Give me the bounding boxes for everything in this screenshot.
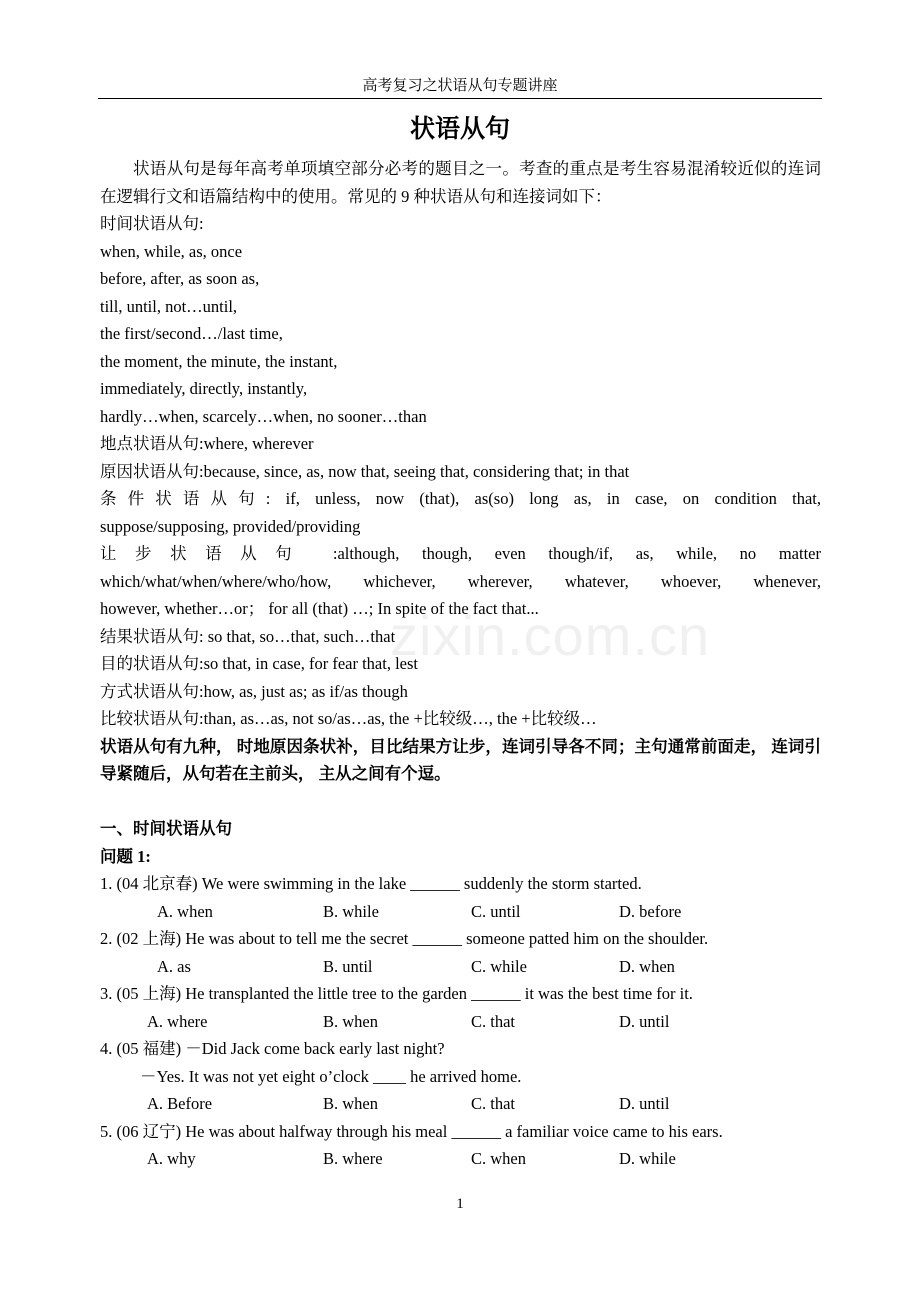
option: A. why	[147, 1149, 196, 1168]
document-body	[100, 155, 821, 1173]
page-number: 1	[456, 1196, 464, 1212]
option: B. when	[323, 1011, 378, 1031]
option: C. while	[471, 956, 527, 976]
option: A. where	[147, 1011, 208, 1031]
question-stem-continuation: －Yes. It was not yet eight o’clock ____ he arrived home.	[140, 1066, 522, 1086]
place-clause: 地点状语从句:where, wherever	[100, 434, 314, 453]
option: C. that	[471, 1011, 515, 1031]
time-line: immediately, directly, instantly,	[100, 379, 308, 398]
question-options	[100, 898, 821, 926]
condition-clause-line1: 条件状语从句: if, unless, now (that), as(so) long as, in case, on condition that,	[100, 489, 821, 508]
option: A. when	[157, 901, 213, 921]
section-heading: 一、时间状语从句	[100, 819, 232, 838]
option: D. while	[619, 1149, 676, 1168]
option: C. that	[471, 1094, 515, 1113]
concession-clause-line2: which/what/when/where/who/how, whichever, wherever, whatever, whoever, whenever,	[100, 571, 821, 591]
time-line: hardly…when, scarcely…when, no sooner…than	[100, 406, 427, 426]
question-options	[100, 1090, 821, 1118]
question-options	[100, 953, 821, 981]
time-line: when, while, as, once	[100, 241, 243, 261]
spacer	[100, 788, 821, 816]
question-stem: 2. (02 上海) He was about to tell me the secret ______ someone patted him on the shoulder.	[100, 929, 709, 948]
question-stem: 4. (05 福建) －Did Jack come back early last night?	[100, 1039, 445, 1058]
result-clause: 结果状语从句: so that, so…that, such…that	[100, 626, 396, 646]
option: A. as	[157, 956, 191, 976]
time-line: before, after, as soon as,	[100, 269, 260, 288]
question-stem: 1. (04 北京春) We were swimming in the lake ______ suddenly the storm started.	[100, 874, 642, 893]
comparison-clause: 比较状语从句:than, as…as, not so/as…as, the +比较级…, the +比较级…	[100, 709, 597, 728]
option: D. until	[619, 1011, 670, 1031]
concession-clause-line3: however, whether…or； for all (that) …; In spite of the fact that...	[100, 599, 539, 618]
watermark: zixin.com.cn	[390, 604, 711, 667]
option: D. until	[619, 1094, 670, 1113]
time-line: the moment, the minute, the instant,	[100, 351, 338, 371]
page-header: 高考复习之状语从句专题讲座	[98, 76, 822, 99]
page-title: 状语从句	[409, 116, 510, 143]
question-options	[100, 1145, 821, 1173]
mnemonic-rhyme: 状语从句有九种， 时地原因条状补，目比结果方让步，连词引导各不同；主句通常前面走， 连词引导紧随后，从句若在主前头， 主从之间有个逗。	[100, 736, 821, 783]
intro-paragraph: 状语从句是每年高考单项填空部分必考的题目之一。考查的重点是考生容易混淆较近似的连词在逻辑行文和语篇结构中的使用。常见的 9 种状语从句和连接词如下：	[100, 159, 821, 206]
time-line: till, until, not…until,	[100, 296, 238, 316]
option: B. when	[323, 1094, 378, 1113]
option: A. Before	[147, 1094, 213, 1113]
time-line: the first/second…/last time,	[100, 324, 283, 343]
condition-clause-line2: suppose/supposing, provided/providing	[100, 516, 361, 536]
time-clause-label: 时间状语从句:	[100, 214, 204, 233]
option: D. when	[619, 956, 675, 976]
option: C. until	[471, 901, 521, 921]
option: B. until	[323, 956, 373, 976]
purpose-clause: 目的状语从句:so that, in case, for fear that, lest	[100, 654, 419, 673]
manner-clause: 方式状语从句:how, as, just as; as if/as though	[100, 681, 408, 701]
question-options	[100, 1008, 821, 1036]
option: B. where	[323, 1149, 383, 1168]
question-stem: 5. (06 辽宁) He was about halfway through his meal ______ a familiar voice came to his ears.	[100, 1121, 723, 1141]
reason-clause: 原因状语从句:because, since, as, now that, seeing that, considering that; in that	[100, 461, 630, 481]
option: B. while	[323, 901, 379, 921]
option: D. before	[619, 901, 682, 921]
concession-clause-line1: 让步状语从句 :although, though, even though/if, as, while, no matter	[100, 544, 821, 563]
problem-heading: 问题 1:	[100, 846, 151, 866]
question-stem: 3. (05 上海) He transplanted the little tree to the garden ______ it was the best time for it.	[100, 984, 693, 1003]
option: C. when	[471, 1149, 526, 1168]
